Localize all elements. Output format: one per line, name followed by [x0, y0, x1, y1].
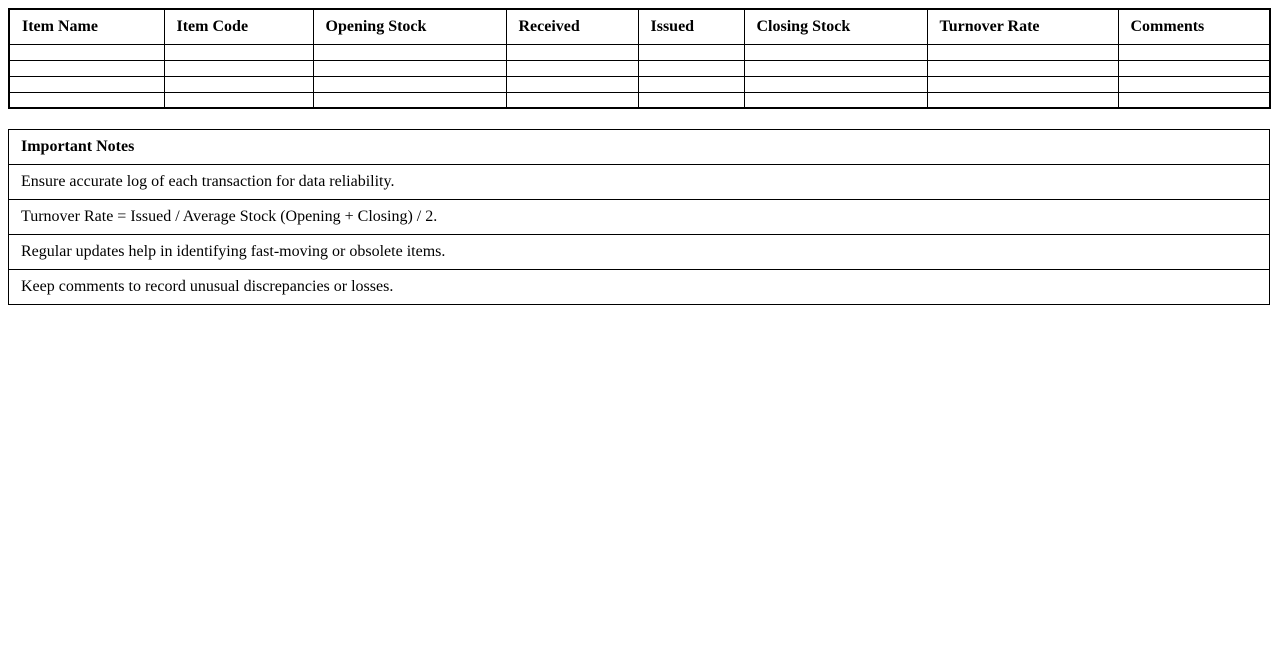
note-row: [9, 200, 1270, 235]
note-text: Ensure accurate log of each transaction for data reliability.: [9, 165, 1270, 200]
note-row: [9, 165, 1270, 200]
column-header-comments: Comments: [1118, 9, 1270, 44]
empty-cell: [638, 92, 744, 108]
empty-cell: [506, 60, 638, 76]
notes-title: Important Notes: [9, 130, 1270, 165]
header-row: [9, 9, 1270, 44]
empty-cell: [9, 92, 164, 108]
column-header-issued: Issued: [638, 9, 744, 44]
empty-cell: [744, 76, 927, 92]
table-row: [9, 92, 1270, 108]
empty-cell: [164, 44, 313, 60]
inventory-table-body: [9, 44, 1270, 108]
empty-cell: [164, 60, 313, 76]
inventory-table-header: [9, 9, 1270, 44]
table-row: [9, 44, 1270, 60]
column-header-turnover-rate: Turnover Rate: [927, 9, 1118, 44]
empty-cell: [9, 76, 164, 92]
column-header-closing-stock: Closing Stock: [744, 9, 927, 44]
empty-cell: [313, 44, 506, 60]
empty-cell: [744, 44, 927, 60]
note-text: Regular updates help in identifying fast-moving or obsolete items.: [9, 235, 1270, 270]
important-notes-table: [8, 129, 1270, 305]
note-text: Turnover Rate = Issued / Average Stock (Opening + Closing) / 2.: [9, 200, 1270, 235]
empty-cell: [927, 60, 1118, 76]
empty-cell: [638, 60, 744, 76]
empty-cell: [1118, 76, 1270, 92]
empty-cell: [638, 44, 744, 60]
empty-cell: [1118, 92, 1270, 108]
empty-cell: [927, 76, 1118, 92]
empty-cell: [506, 44, 638, 60]
column-header-received: Received: [506, 9, 638, 44]
empty-cell: [744, 92, 927, 108]
note-row: [9, 235, 1270, 270]
table-row: [9, 60, 1270, 76]
empty-cell: [1118, 44, 1270, 60]
empty-cell: [744, 60, 927, 76]
note-row: [9, 270, 1270, 305]
empty-cell: [9, 60, 164, 76]
column-header-item-name: Item Name: [9, 9, 164, 44]
empty-cell: [1118, 60, 1270, 76]
empty-cell: [506, 76, 638, 92]
empty-cell: [313, 76, 506, 92]
note-text: Keep comments to record unusual discrepancies or losses.: [9, 270, 1270, 305]
column-header-opening-stock: Opening Stock: [313, 9, 506, 44]
empty-cell: [927, 44, 1118, 60]
empty-cell: [506, 92, 638, 108]
empty-cell: [9, 44, 164, 60]
empty-cell: [638, 76, 744, 92]
inventory-log-table: [8, 8, 1271, 109]
table-row: [9, 76, 1270, 92]
empty-cell: [313, 60, 506, 76]
column-header-item-code: Item Code: [164, 9, 313, 44]
notes-title-row: [9, 130, 1270, 165]
empty-cell: [164, 92, 313, 108]
empty-cell: [313, 92, 506, 108]
empty-cell: [927, 92, 1118, 108]
empty-cell: [164, 76, 313, 92]
